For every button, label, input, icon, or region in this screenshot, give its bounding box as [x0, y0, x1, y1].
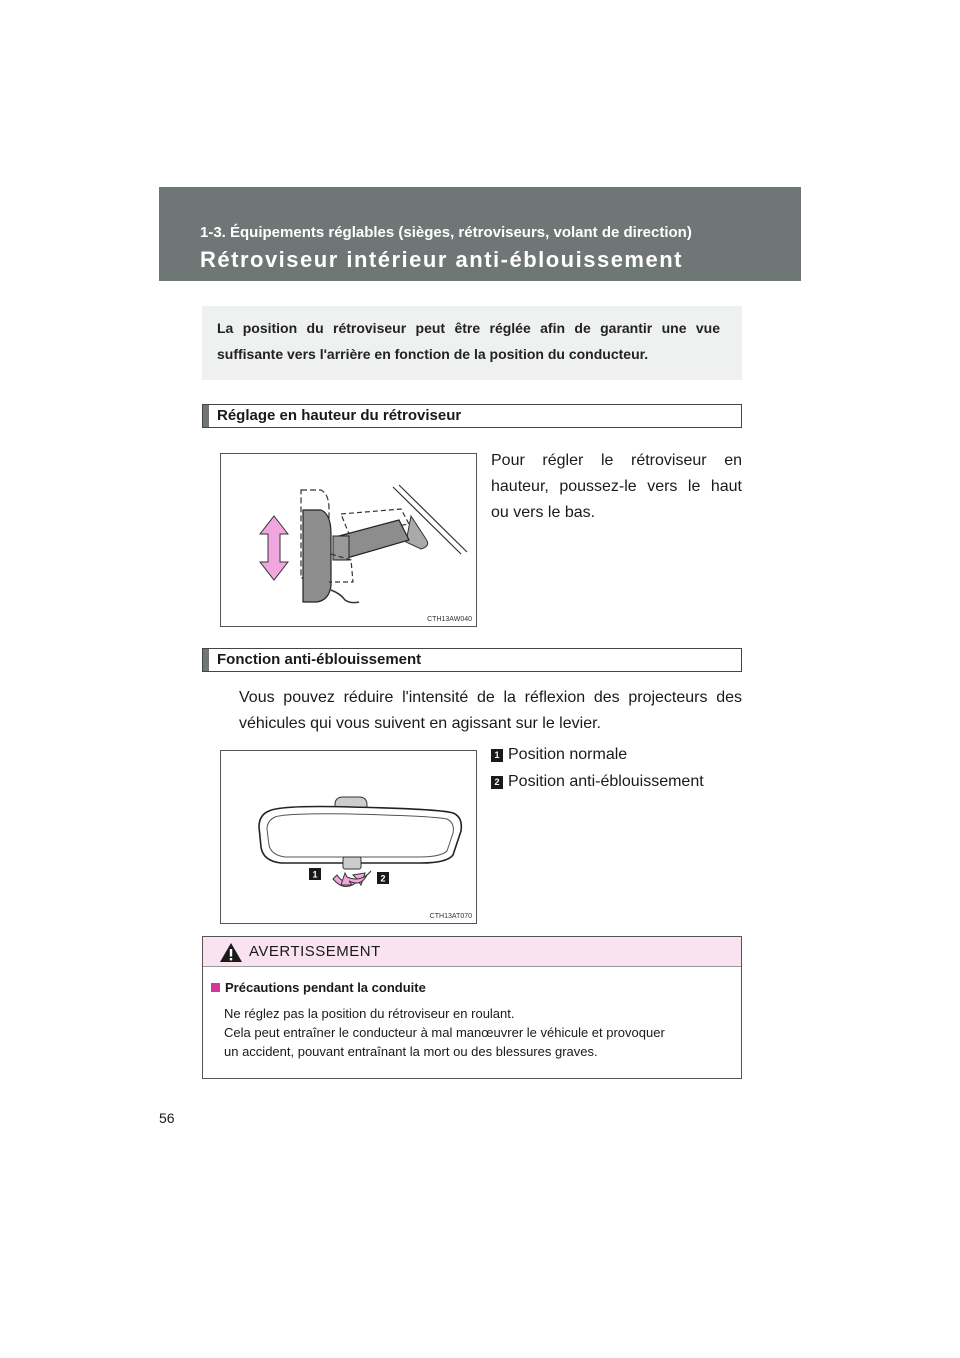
- warning-subheading: [211, 980, 426, 995]
- square-bullet-icon: [211, 983, 220, 992]
- figure-mirror-height: [220, 453, 477, 627]
- list-item-normal-position: [491, 746, 627, 764]
- warning-subheading-label: Précautions pendant la conduite: [225, 980, 426, 995]
- figure-code: CTH13AW040: [427, 616, 472, 623]
- warning-header: [203, 937, 741, 967]
- list-item-anti-glare-position: [491, 773, 704, 791]
- warning-line: Ne réglez pas la position du rétroviseur en roulant.: [224, 1006, 515, 1021]
- anti-glare-text: [239, 685, 742, 737]
- text-line: ou vers le bas.: [491, 504, 596, 521]
- item-label: Position anti-éblouissement: [508, 773, 704, 790]
- warning-text: [224, 1004, 665, 1061]
- number-badge: 2: [491, 776, 503, 789]
- warning-title: AVERTISSEMENT: [249, 943, 381, 960]
- header-band: [159, 187, 801, 281]
- section-heading-label: Fonction anti-éblouissement: [217, 651, 422, 668]
- intro-box: La position du rétroviseur peut être réglée afin de garantir une vue suffisante vers l'arrière en fonction de la position du conducteur.: [202, 306, 742, 380]
- section-heading-bar: [203, 649, 209, 671]
- page-number: 56: [159, 1110, 175, 1126]
- text-line: véhicules qui vous suivent en agissant sur le levier.: [239, 715, 601, 732]
- svg-text:2: 2: [380, 873, 386, 884]
- text-line: hauteur, poussez-le vers le haut: [491, 478, 742, 495]
- mirror-height-illustration: [221, 454, 478, 628]
- warning-box: [202, 936, 742, 1079]
- section-heading-label: Réglage en hauteur du rétroviseur: [217, 407, 462, 424]
- mirror-lever-illustration: [221, 751, 478, 925]
- text-line: Vous pouvez réduire l'intensité de la réflexion des projecteurs des: [239, 689, 742, 706]
- breadcrumb: 1-3. Équipements réglables (sièges, rétroviseurs, volant de direction): [200, 224, 692, 241]
- page-title: Rétroviseur intérieur anti-éblouissement: [200, 247, 683, 272]
- section-heading-height-adjust: [202, 404, 742, 428]
- figure-mirror-lever: [220, 750, 477, 924]
- svg-text:1: 1: [312, 869, 318, 880]
- number-badge: 1: [491, 749, 503, 762]
- text-line: Pour régler le rétroviseur en: [491, 452, 742, 469]
- section-heading-bar: [203, 405, 209, 427]
- figure-code: CTH13AT070: [429, 913, 472, 920]
- warning-line: Cela peut entraîner le conducteur à mal manœuvrer le véhicule et provoquer: [224, 1025, 665, 1040]
- warning-line: un accident, pouvant entraînant la mort ou des blessures graves.: [224, 1044, 598, 1059]
- section-heading-anti-glare: [202, 648, 742, 672]
- warning-triangle-icon: [219, 942, 243, 963]
- item-label: Position normale: [508, 746, 628, 763]
- height-adjust-text: [491, 448, 742, 526]
